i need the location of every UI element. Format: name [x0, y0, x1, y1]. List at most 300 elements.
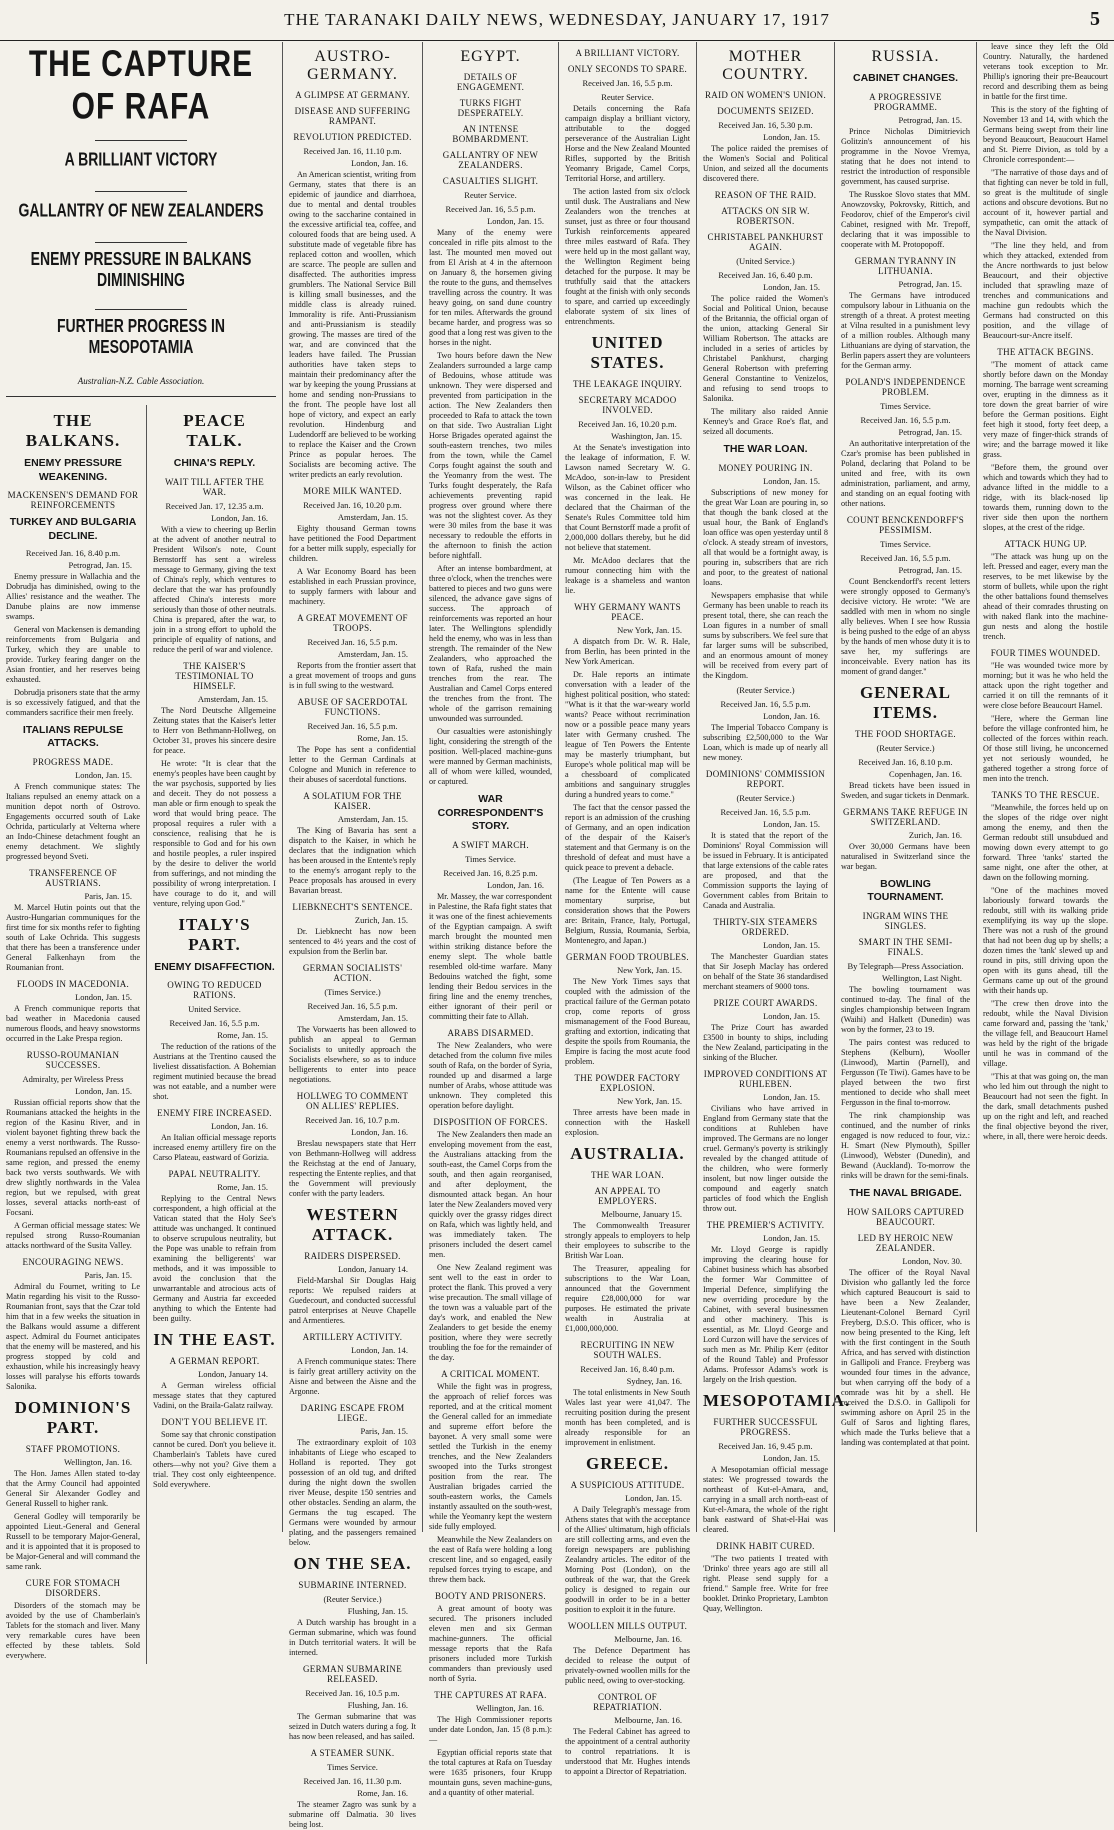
paragraph: Dobrudja prisoners state that the army is so excessively fatigued, and that the commanders sacrifice their men freely.	[6, 687, 140, 717]
place-line: Rome, Jan. 15.	[217, 1182, 268, 1193]
subhead: TURKS FIGHT DESPERATELY.	[457, 98, 524, 118]
paragraph: The High Commissioner reports under date London, Jan. 15 (8 p.m.):—	[429, 1714, 552, 1744]
dateline: Received Jan. 16, 8.40 p.m.	[580, 1364, 675, 1374]
paragraph: The New York Times says that coupled with the admission of the practical failure of the German potato crop, come reports of gross mismanagement of the Food Bureau, grafting and extortion, indicating that despite the spoils from Roumania, the Empire is facing the most acute food problem.	[565, 977, 690, 1066]
dateline: (Reuter Service.)	[736, 684, 795, 695]
column-victory	[558, 42, 696, 1776]
place-line: Zurich, Jan. 15.	[354, 915, 408, 925]
subhead: CABINET CHANGES.	[852, 72, 958, 84]
subhead: A GERMAN REPORT.	[169, 1356, 260, 1367]
paragraph: "He was wounded twice more by morning; but it was he who held the attack upon the right together and carried it on till the remnants of it were close before Beaucourt Hamel.	[983, 661, 1108, 710]
dateline: Times Service.	[327, 1762, 378, 1772]
divider	[95, 140, 187, 141]
section-title: FLOODS IN MACEDONIA.	[16, 978, 130, 989]
place-line: Zurich, Jan. 16.	[908, 829, 962, 840]
dateline: United Service.	[188, 1004, 241, 1015]
subhead: FURTHER SUCCESSFUL PROGRESS.	[713, 1416, 818, 1437]
advert-text: Disorders of the stomach may be avoided by the use of Chamberlain's Tablets for the stomach and liver. Many very remarkable cures have been effected by these tablets. Sold everywhere.	[6, 1600, 140, 1660]
paragraph: The steamer Zagro was sunk by a submarine off Dalmatia. 30 lives being lost.	[289, 1800, 416, 1829]
paragraph: Newspapers emphasise that while Germany has been unable to reach its present total, there, she can reach the Loan figures in a number of small sums by subscribers. We feel sure that far larger sums will be subscribed, and an enormous amount of money will be received from every part of the Kingdom.	[703, 590, 828, 680]
paragraph: The pairs contest was reduced to Stephens (Kelburn), Wooller (Linwood), Martin (Parnell), and Fergusson (Te Tiwi). Games have to be played between the two first mentioned to decide who shall meet Fergusson in the final to-morrow.	[841, 1037, 970, 1107]
paragraph: "Before them, the ground over which and towards which they had to advance lifted in the middle to a ridge, with its black-nosed lip towards them, running down to the river side then upon the northern slopes, at the crest of the ridge.	[983, 463, 1108, 532]
place-line: Rome, Jan. 16.	[357, 1788, 408, 1798]
subhead: DETAILS OF ENGAGEMENT.	[456, 72, 525, 92]
place-line: London, Jan. 15.	[763, 1452, 820, 1463]
deck-enemy-pressure: ENEMY PRESSURE IN BALKANS DIMINISHING	[30, 248, 252, 290]
place-line: Amsterdam, Jan. 15.	[337, 1013, 408, 1023]
section-title: THE ATTACK BEGINS.	[997, 347, 1094, 357]
section-title: IN THE EAST.	[153, 1330, 276, 1350]
subhead: DOCUMENTS SEIZED.	[717, 106, 814, 116]
place-line: New York, Jan. 15.	[617, 1096, 682, 1106]
section-title: ENCOURAGING NEWS.	[22, 1256, 124, 1267]
paragraph: The New Zealanders, who were detached from the column five miles south of Rafa, on the border of Syria, rounded up and disarmed a large number of Arabs, whose attitude was unknown. They completed this operation before daylight.	[429, 1040, 552, 1110]
section-title: A GREAT MOVEMENT OF TROOPS.	[297, 613, 408, 633]
subhead: A SUSPICIOUS ATTITUDE.	[570, 1480, 685, 1490]
paragraph: The officer of the Royal Naval Division who gallantly led the force which captured Beaucourt is said to have been a New Zealander, Lieutenant-Colonel Bernard Cyril Freyberg, D.S.O. This officer, who is now being presented to the King, left with the first contingent in the South Africa, and has served with distinction in Gallipoli and France. Freyberg was wounded four times in the advance, but when carrying off the body of a comrade was hit by a shell. He received the D.S.O. in Gallipoli for swimming ashore on April 25 in the Gulf of Saros and lighting flares, which made the Turks believe that a landing was contemplated at that point.	[841, 1267, 970, 1447]
paragraph: The police raided the Women's Social and Political Union, because of the Britannia, the official organ of the union, attacking General Sir William Robertson. The attacks are included in a series of articles by Christabel Pankhurst, charging General Robertson with preferring General Constantine to Venizelos, and refusing to send troops to Salonika.	[703, 294, 828, 403]
lead-split	[6, 405, 276, 1664]
section-title: GERMAN FOOD TROUBLES.	[566, 952, 689, 962]
place-line: London, Jan. 16.	[351, 1127, 408, 1137]
section-title: ARTILLERY ACTIVITY.	[302, 1332, 403, 1342]
deck-brilliant-victory: A BRILLIANT VICTORY	[64, 148, 218, 170]
section-title: THIRTY-SIX STEAMERS ORDERED.	[713, 916, 818, 937]
paragraph: The military also raided Annie Kenney's and Grace Roe's flat, and seized all documents.	[703, 407, 828, 436]
advert-title: DON'T YOU BELIEVE IT.	[161, 1417, 268, 1428]
paragraph: The reduction of the rations of the Austrians at the Trentino caused the liveliest dissatisfaction. A Bohemian regiment mutinied because the bread was not eatable, and a number were shot.	[153, 1042, 276, 1102]
divider	[95, 242, 187, 243]
section-title: TRANSFERENCE OF AUSTRIANS.	[29, 867, 117, 888]
subhead: CHRISTABEL PANKHURST AGAIN.	[707, 232, 824, 252]
subhead: ENEMY PRESSURE WEAKENING.	[24, 457, 122, 483]
divider	[95, 309, 187, 310]
section-title: THE KAISER'S TESTIMONIAL TO HIMSELF.	[175, 660, 254, 691]
section-title: ARABS DISARMED.	[447, 1027, 534, 1038]
place-line: London, Jan. 16.	[211, 512, 268, 523]
subhead: STAFF PROMOTIONS.	[25, 1443, 121, 1454]
paragraph: With a view to cheering up Berlin at the advent of another neutral to President Wilson's note, Count Bernstorff has sent a wireless message to Germany, giving the text of China's reply, which ventures to declare that the war has profoundly affected China's interests more seriously than those of other neutrals. China is prepared, after the war, to join in a strong effort to uphold the principle of equality of nations, and reduce the peril of war and violence.	[153, 524, 276, 654]
paragraph: Field-Marshal Sir Douglas Haig reports: We repulsed raiders at Guedecourt, and conducted successful patrol enterprises at Neuve Chapelle and Armentieres.	[289, 1276, 416, 1325]
dateline: (Reuter Service.)	[736, 792, 795, 803]
dateline: Admiralty, per Wireless Press	[22, 1073, 124, 1084]
paragraph: The rink championship was continued, and the number of rinks engaged is now reduced to four, viz.: H. Smart (New Plymouth), Spiller (Linwood), Webster (Dunedin), and Bewand (Auckland). To-morrow the rinks will be drawn for the semi-finals.	[841, 1110, 970, 1180]
paragraph: A French communique states: There is fairly great artillery activity on the Aisne and between the Aisne and the Argonne.	[289, 1357, 416, 1396]
paragraph: "The narrative of those days and of that fighting can never be told in full, so great is the multitude of single actions and obscure devotions. But no account of it, however partial and sympathetic, can omit the attack of the Naval Division.	[983, 168, 1108, 237]
section-title: WOOLLEN MILLS OUTPUT.	[567, 1621, 688, 1631]
dateline: Received Jan. 16, 6.40 p.m.	[718, 270, 813, 280]
dateline: Times Service.	[465, 853, 516, 864]
paragraph: Egyptian official reports state that the total captures at Rafa on Tuesday were 1635 prisoners, four Krupp mountain guns, seven machine-guns, and a quantity of other material.	[429, 1747, 552, 1797]
place-line: Copenhagen, Jan. 16.	[889, 768, 962, 779]
section-title: UNITED STATES.	[590, 333, 665, 372]
section-title: WESTERN ATTACK.	[306, 1205, 399, 1244]
paragraph: Details concerning the Rafa campaign display a brilliant victory, attributable to the dogged perseverance of the Australian Light Horse and the New Zealand Mounted Rifles, supported by the British Yeomanry Brigade, Camel Corps, Territorial Horse, and artillery.	[565, 104, 690, 183]
place-line: New York, Jan. 15.	[617, 625, 682, 635]
subhead: THE LEAKAGE INQUIRY.	[572, 379, 683, 389]
place-line: London, January 14.	[338, 1264, 408, 1274]
place-line: Amsterdam, Jan. 15.	[337, 814, 408, 824]
paragraph: "The attack was hung up on the left. Pressed and eager, every man the reserves, to be met likewise by the storm of bullets, while upon the right the other battalions found themselves ahead of their comrades thrusting on with naked flank into the machine-gun nests and along the hostile trench.	[983, 552, 1108, 641]
column-mother-country	[696, 42, 851, 1613]
section-title: GERMAN SOCIALISTS' ACTION.	[302, 963, 403, 983]
subhead: A GLIMPSE AT GERMANY.	[295, 90, 410, 100]
dateline: Received Jan. 16, 10.20 p.m.	[303, 500, 402, 510]
paragraph: Meanwhile the New Zealanders on the east of Rafa were holding a long crescent line, and so engaged, easily repulsed forces trying to escape, and threw them back.	[429, 1534, 552, 1584]
dateline: Received Jan. 16, 8.25 p.m.	[443, 867, 538, 878]
dateline: Received Jan. 16, 5.5 p.m.	[860, 414, 951, 425]
paragraph: After an intense bombardment, at three o'clock, when the trenches were battered to pieces and two guns were silenced, the advance gave signs of success. The approach of reinforcements was reported an hour later. The Wellingtons splendidly held the enemy, who was in less than strength. The remainder of the New Zealanders, who approached the town of Rafa, rushed the main trenches from the rear. The Australian and Camel Corps entered the trenches from the front. The whole of the garrison remaining unwounded was surrounded.	[429, 564, 552, 723]
paragraph: An authoritative interpretation of the Czar's promise has been published in Poland, declaring that Poland to be united and free, with its own administration, parliament, and army, and standing on an equal footing with other nations.	[841, 438, 970, 508]
dateline: Received Jan. 17, 12.35 a.m.	[165, 500, 264, 511]
advert-text: Some say that chronic constipation cannot be cured. Don't you believe it. Chamberlain's Tablets have cured others—why not you? Give them a trial. They cost only eighteenpence. Sold everywhere.	[153, 1430, 276, 1490]
place-line: London, Jan. 16.	[351, 158, 408, 168]
dateline: Times Service.	[880, 538, 931, 549]
subhead: RAID ON WOMEN'S UNION.	[704, 90, 827, 100]
dateline: Received Jan. 16, 8.10 p.m.	[858, 756, 953, 767]
subhead: RAIDERS DISPERSED.	[304, 1251, 401, 1261]
place-line: Wellington, Jan. 16.	[63, 1456, 132, 1467]
dateline: Received Jan. 16, 5.5 p.m.	[720, 806, 811, 817]
dateline: (United Service.)	[736, 256, 795, 266]
paragraph: A German official message states: We repulsed strong Russo-Roumanian attacks northward of the Susita Valley.	[6, 1220, 140, 1250]
place-line: Melbourne, Jan. 16.	[614, 1715, 682, 1725]
paragraph: A great amount of booty was secured. The prisoners included eleven men and six German machine-gunners. The official message reports that the Rafa prisoners included more Turkish commanders than previously used north of Syria.	[429, 1603, 552, 1683]
paragraph: "The moment of attack came shortly before dawn on the Monday morning. The barrage went screaming over, erupting in the dimness as it tore down the great barrier of wire before the German positions. Eight feet high it stood, forty feet deep, a very maze of finger-thick strands of wire; and the barrage mowed it like grass.	[983, 360, 1108, 459]
paragraph: General von Mackensen is demanding reinforcements from Bulgaria and Turkey, which they are unable to provide. Turkey fearing danger on the Asian frontier, and her reserves being exhausted.	[6, 624, 140, 684]
paragraph: The Imperial Tobacco Company is subscribing £2,500,000 to the War Loan, which is made up of nearly all new money.	[703, 722, 828, 762]
paragraph: Admiral du Fournet, writing to Le Matin regarding his visit to the Russo-Roumanian front, says that the Czar told him that in a few weeks the situation in the Balkans would assume a different aspect. Admiral du Fournet anticipates that the enemy will be mastered, and his progress stopped by cold and exhaustion, while his increasingly heavy losses will paralyse his efforts towards Salonika.	[6, 1281, 140, 1391]
section-title: TANKS TO THE RESCUE.	[991, 790, 1100, 800]
paragraph: Civilians who have arrived in England from Germany state that the conditions at Ruhleben have improved. The Germans are no longer cruel. Germany's poverty is strikingly revealed by the changed attitude of the children, who were formerly insolent, but now linger outside the compound and eagerly snatch particles of food which the English throw out.	[703, 1103, 828, 1213]
column-egypt	[422, 42, 558, 1797]
place-line: London, Jan. 15.	[763, 282, 820, 292]
paragraph: The Commonwealth Treasurer strongly appeals to employers to help their employees to subscribe to the British War Loan.	[565, 1221, 690, 1260]
paragraph: Bread tickets have been issued in Sweden, and sugar tickets in Denmark.	[841, 780, 970, 800]
place-line: London, Jan. 15.	[625, 1493, 682, 1503]
paragraph: "This at that was going on, the man who led him out through the night to Beaucourt had not seen the fight. In the dark, small detachments pushed up on the right and left, and reached the final objective beyond the river, where, in all, there were heroic deeds.	[983, 1072, 1108, 1141]
dateline: Received Jan. 16, 11.10 p.m.	[303, 146, 402, 156]
section-title: COUNT BENCKENDORFF'S PESSIMISM.	[846, 514, 965, 535]
paragraph: Russian official reports show that the Roumanians attacked the heights in the region of the Kasinu River, and in violent bayonet fighting threw back the enemy a verst northwards. The Russo-Roumanians repulsed an offensive in the same region, and pressed the enemy back two versts southwards. We with drew slightly northwards in the Valea region, but we repulsed, with great losses, several attacks north-east of Focsani.	[6, 1097, 140, 1217]
paragraph: The police raided the premises of the Women's Social and Political Union, and seized all the documents discovered there.	[703, 144, 828, 183]
dateline: (Reuter Service.)	[323, 1594, 382, 1604]
subhead: TURKEY AND BULGARIA DECLINE.	[9, 516, 137, 542]
column-naval-continued	[976, 42, 1114, 1532]
place-line: Wellington, Jan. 16.	[475, 1702, 544, 1713]
section-title: A SOLATIUM FOR THE KAISER.	[303, 791, 402, 811]
place-line: Sydney, Jan. 16.	[626, 1376, 682, 1386]
section-title: THE CAPTURES AT RAFA.	[434, 1689, 547, 1700]
place-line: Flushing, Jan. 15.	[347, 1606, 408, 1616]
paragraph: The fact that the censor passed the report is an admission of the crushing of Germany, and an open indication of the despair of the Kaiser's statement and that Germany is on the threshold of defeat and must have a quick peace to prevent a debacle.	[565, 803, 690, 872]
subhead: DISEASE AND SUFFERING RAMPANT.	[294, 106, 411, 126]
place-line: Petrograd, Jan. 15.	[898, 564, 962, 575]
section-title: WAR CORRESPONDENT'S STORY.	[437, 793, 544, 833]
subhead: ATTACKS ON SIR W. ROBERTSON.	[721, 206, 810, 226]
place-line: London, Nov. 30.	[902, 1255, 962, 1266]
dateline: Received Jan. 16, 5.5 p.m.	[720, 698, 811, 709]
place-line: Paris, Jan. 15.	[360, 1426, 408, 1436]
place-line: Rome, Jan. 15.	[357, 733, 408, 743]
place-line: London, Jan. 15.	[75, 1085, 132, 1096]
place-line: Amsterdam, Jan. 15.	[337, 512, 408, 522]
place-line: London, Jan. 14.	[351, 1345, 408, 1355]
section-title: THE BALKANS.	[25, 411, 121, 450]
lead-headline: THE CAPTURE OF RAFA	[28, 43, 254, 128]
subhead: OWING TO REDUCED RATIONS.	[167, 980, 262, 1001]
section-title: MESOPOTAMIA.	[703, 1390, 851, 1410]
paragraph: The total enlistments in New South Wales last year were 41,047. The recruiting position during the present month has been completed, and is already responsible for an improvement in enlistment.	[565, 1388, 690, 1447]
paragraph: The German submarine that was seized in Dutch waters during a fog. It has now been released, and has sailed.	[289, 1712, 416, 1741]
section-title: LIEBKNECHT'S SENTENCE.	[292, 902, 413, 912]
place-line: London, Jan. 15.	[763, 1232, 820, 1243]
place-line: London, Jan. 16.	[211, 1121, 268, 1132]
paragraph: M. Marcel Hutin points out that the Austro-Hungarian communiques for the first time for six months refer to fighting south of Lake Ochrida. This suggests that there has been a transference under General Falkenhayn from the Roumanian front.	[6, 902, 140, 972]
paragraph: It is stated that the report of the Dominions' Royal Commission will be issued in February. It is anticipated that large extensions of the cable rates are proposed, and that the Commission supports the laying of Government cables from Britain to Canada and Australia.	[703, 830, 828, 910]
place-line: Petrograd, Jan. 15.	[68, 559, 132, 570]
paragraph: The action lasted from six o'clock until dusk. The Australians and New Zealanders won the trenches at sunset, just as three or four thousand Turkish reinforcements appeared three miles eastward of Rafa. They were held up in the most gallant way, the Wellington Regiment being detached for the purpose. It may be truthfully said that the attackers fought at the finish with only seconds to spare, and carried up exceedingly elaborate system of six lines of entrenchments.	[565, 187, 690, 326]
paragraph: A Mesopotamian official message states: We progressed towards the northeast of Kut-el-Amara, and, carrying in a small arch north-east of Kut-el-Amara, the whole of the right bank eastward of Shat-el-Hai was cleared.	[703, 1464, 828, 1534]
paragraph: "Meanwhile, the forces held up on the slopes of the ridge over night among the enemy, and then the German redoubt still unsubdued and mowing down every attempt to go forward. Three 'tanks' started the same night, one after the other, at dawn on the following morning.	[983, 803, 1108, 882]
paragraph: While the fight was in progress, the approach of relief forces was reported, and at the critical moment the General called for an immediate and supreme effort before the bayonet. A very small some were settled the Turkish in the enemy trenches, and the New Zealanders swooped into the Turks strongest position from the rear. The Australian brigades carried the south-eastern works, the Camels instantly assaulted on the south-west, while the Yeomanry kept the western side fully employed.	[429, 1381, 552, 1531]
paragraph: (The League of Ten Powers as a name for the Entente will cause momentary surprise, but consideration shows that the Powers are: Britain, France, Italy, Portugal, Belgium, Russia, Roumania, Serbia, Montenegro, and Japan.)	[565, 876, 690, 945]
cable-credit: Australian-N.Z. Cable Association.	[77, 376, 205, 386]
place-line: Washington, Jan. 15.	[611, 431, 682, 441]
subhead: A PROGRESSIVE PROGRAMME.	[869, 91, 942, 112]
paragraph: The King of Bavaria has sent a dispatch to the Kaiser, in which he declares that the indignation which has been aroused in the Entente's reply to the enemy's arrogant reply to the Peace proposals has aroused in every Bavarian breast.	[289, 826, 416, 895]
section-title: ITALY'S PART.	[178, 914, 251, 954]
place-line: London, Jan. 15.	[763, 939, 820, 950]
subhead: GALLANTRY OF NEW ZEALANDERS.	[442, 150, 539, 170]
dateline: Received Jan. 16, 5.5 p.m.	[582, 78, 673, 88]
section-title: GREECE.	[585, 1454, 670, 1473]
section-title: REASON OF THE RAID.	[714, 190, 817, 200]
paragraph: An American scientist, writing from Germany, states that there is an epidemic of jaundice and diarrhoea, due to mental and dental troubles owing to the saccharine contained in the excessive artificial tea, coffee, and coloured foods that are being used. A substitute made of vegetable fibre has replaced cotton and woollen, which are scarce. The people are sullen and disaffected. The authorities impress grumblers. The National Service Bill is killing small businesses, and the middle class is already ruined. Immorality is rife. Anti-Prussianism and anti-Prussianism is steadily growing. The masses are tired of the war, and are convinced that the leaders have failed. The Prussian authorities have taken steps to maintain their predominancy after the war by keeping the young Prussians at home and sending non-Prussians to the front. The people have lost all hope of victory, and expect an early revolution. Hindenburg and Ludendorff are believed to be working to replace the Kaiser and the Crown Prince as popular heroes. The Socialists are becoming active. The writer predicts an early revolution.	[289, 170, 416, 479]
subhead: PROGRESS MADE.	[32, 756, 114, 767]
section-title: GERMANS TAKE REFUGE IN SWITZERLAND.	[843, 806, 968, 827]
paragraph: An Italian official message reports increased enemy artillery fire on the Carso Plateau, eastward of Gorizia.	[153, 1133, 276, 1163]
place-line: Rome, Jan. 15.	[217, 1030, 268, 1041]
subhead: SMART IN THE SEMI-FINALS.	[858, 936, 953, 957]
paragraph: A German wireless official message states that they captured Vadini, on the Braila-Galatz railway.	[153, 1381, 276, 1411]
paragraph: Many of the enemy were concealed in rifle pits almost to the last. The mounted men moved out from El Arish at 4 in the afternoon on January 8, the horsemen giving the route to the guns, and themselves travelling across the country. It was heavy going, on sand dune country for ten miles. Afterwards the ground became harder, and progress was so good that a long rest was given to the horses in the night.	[429, 228, 552, 347]
paragraph: Reports from the frontier assert that a great movement of troops and guns is in full swing to the westward.	[289, 661, 416, 690]
paragraph: Mr. McAdoo declares that the rumour connecting him with the leakage is a shameless and wanton lie.	[565, 556, 690, 595]
dateline: Received Jan. 16, 5.5 p.m.	[169, 1018, 260, 1029]
paragraph: A dispatch from Dr. W. R. Hale, from Berlin, has been printed in the New York American.	[565, 637, 690, 666]
subhead: ONLY SECONDS TO SPARE.	[567, 64, 688, 74]
dateline: Received Jan. 16, 5.30 p.m.	[718, 120, 813, 130]
paragraph: Subscriptions of new money for the great War Loan are pouring in, so that though the bank closed at the usual hour, the Bank of England's loan office was open yesterday until 8 o'clock. A steady stream of investors, all that would be a fortnight away, is pouring in, subscribers that are rich and poor, to the greatest of national loans.	[703, 487, 828, 587]
section-title: RUSSIA.	[871, 48, 940, 65]
place-line: Melbourne, Jan. 16.	[614, 1634, 682, 1644]
paragraph: Enemy pressure in Wallachia and the Dobrudja has diminished, owing to the Allies' resistance and the weather. The Danube plains are now immense swamps.	[6, 571, 140, 621]
paragraph: A Daily Telegraph's message from Athens states that with the acceptance of the Allies' ultimatum, high officials are still collecting arms, and even the foreign newspapers are publishing Zealandry articles. The editor of the Morning Post (London), on the outbreak of the war, that the Greek policy is designed to regain our goodwill in order to be in a better position to exploit it in the future.	[565, 1505, 690, 1614]
section-title: DOMINION'S PART.	[14, 1397, 132, 1437]
dateline: Received Jan. 16, 5.5 p.m.	[860, 552, 951, 563]
advert-text: "The two patients I treated with 'Drinko' three years ago are still all right. Please send supply for a friend." Sample free. Write for free booklet. Drinko Proprietary, Lambton Quay, Wellington.	[703, 1553, 828, 1613]
place-line: Amsterdam, Jan. 15.	[337, 649, 408, 659]
section-title: BOWLING TOURNAMENT.	[867, 877, 944, 904]
section-title: DISPOSITION OF FORCES.	[433, 1116, 548, 1127]
place-line: Amsterdam, Jan. 15.	[197, 693, 268, 704]
section-title: DOMINIONS' COMMISSION REPORT.	[705, 768, 826, 789]
section-title: THE POWDER FACTORY EXPLOSION.	[574, 1073, 681, 1093]
paragraph: "Here, where the German line before the village confronted him, he collected of the forces within reach. Of those still living, he unconcerned yet not seriously wounded, he gathered together a strong force of men into the trench.	[983, 714, 1108, 783]
dateline: Reuter Service.	[601, 92, 654, 102]
paragraph: The Hon. James Allen stated to-day that the Army Council had appointed General Sir Alexander Godley and General Russell to higher rank.	[6, 1468, 140, 1508]
paragraph: General Godley will temporarily be appointed Lieut.-General and General Russell to be temporary Major-General, and it is appointed that it is proposed to be Major-General and will command the same rank.	[6, 1511, 140, 1571]
paragraph: Mr. Lloyd George is rapidly improving the clearing house for Cabinet business which has absorbed the former War Committee of Imperial Defence, simplifying the new overriding procedure by the Cabinet, with several businessmen and other machinery. This is essential, as Mr. Lloyd George and Lord Curzon will have the services of such men as Mr. Philip Kerr (editor of the Round Table) and Professor Adams. Professor Adams's work is largely on the Irish question.	[703, 1244, 828, 1384]
paragraph: Three arrests have been made in connection with the Haskell explosion.	[565, 1108, 690, 1137]
section-title: THE PREMIER'S ACTIVITY.	[706, 1219, 825, 1230]
section-title: HOLLWEG TO COMMENT ON ALLIES' REPLIES.	[296, 1091, 409, 1111]
masthead	[0, 0, 1114, 41]
paragraph: A French communique states: The Italians repulsed an enemy attack on a munition depot north of Ostrovo. Engagements occurred south of Lake Ochrida, particularly at Velterna where an Indo-Chinese detachment fought an enemy detachment. We slightly progressed beyond Sveti.	[6, 781, 140, 861]
dateline: By Telegraph—Press Association.	[847, 960, 964, 971]
paragraph: The extraordinary exploit of 103 inhabitants of Liege who escaped to Holland is reported. They got possession of an old tug, and drifted during the night down the swollen river Meuse, despite 150 sentries and other obstacles. Sending an alarm, the Germans the tug escaped. The Germans were wounded by armour plating, and the passengers remained below.	[289, 1438, 416, 1547]
place-line: London, Jan. 15.	[763, 1091, 820, 1102]
advert-title: CURE FOR STOMACH DISORDERS.	[25, 1577, 121, 1598]
subhead: INGRAM WINS THE SINGLES.	[862, 910, 949, 931]
paragraph: The Germans have introduced compulsory labour in Lithuania on the strength of a threat. A protest meeting at Vilna resulted in a punishment levy of a million roubles. Although many Lithuanians are dying of starvation, the Berlin papers assert they are volunteers for the German army.	[841, 290, 970, 370]
place-line: Melbourne, January 15.	[601, 1209, 682, 1219]
lead-left-subcolumn	[6, 405, 146, 1664]
paragraph: A War Economy Board has been established in each Prussian province, to supply farmers with labour and machinery.	[289, 567, 416, 606]
masthead-title: THE TARANAKI DAILY NEWS, WEDNESDAY, JANUARY 17, 1917	[284, 10, 830, 29]
section-title: ATTACK HUNG UP.	[1004, 539, 1087, 549]
paragraph: This is the story of the fighting of November 13 and 14, with which the Germans being swept from their line beyond Beaucourt, Beaucourt Hamel and St. Pierre Divion, as told by a Chronicle correspondent:—	[983, 105, 1108, 164]
subhead: AN APPEAL TO EMPLOYERS.	[594, 1186, 661, 1206]
divider	[95, 191, 187, 192]
section-title: A BRILLIANT VICTORY.	[575, 48, 680, 58]
section-title: GERMAN SUBMARINE RELEASED.	[302, 1664, 403, 1684]
paragraph: The Manchester Guardian states that Sir Joseph Maclay has ordered on behalf of the State 36 standardised merchant steamers of 9000 tons.	[703, 951, 828, 991]
paragraph: The Federal Cabinet has agreed to the appointment of a central authority to control repatriations. It is understood that Mr. Hughes intends to appoint a Director of Repatriation.	[565, 1727, 690, 1776]
paragraph: The Defence Department has decided to release the output of privately-owned woollen mills for the public need, owing to over-stocking.	[565, 1646, 690, 1685]
section-title: PEACE TALK.	[183, 411, 246, 450]
dateline: Times Service.	[880, 400, 931, 411]
place-line: London, Jan. 16.	[487, 879, 544, 890]
dateline: Received Jan. 16, 5.5 p.m.	[307, 721, 398, 731]
dateline: Received Jan. 16, 8.40 p.m.	[25, 547, 121, 558]
section-title: THE NAVAL BRIGADE.	[849, 1186, 962, 1199]
paragraph: Our casualties were astonishingly light, considering the strength of the position. Well-placed machine-guns were manned by German machinists, all of whom were killed, wounded, or captured.	[429, 727, 552, 786]
paragraph: The Russkoe Slovo states that MM. Anowzovsky, Pokrovsky, Rittich, and Feodorov, chief of the Emperor's civil Cabinet, resigned with Mr. Trepoff, declaring that it was impossible to cooperate with M. Protopopoff.	[841, 189, 970, 249]
section-title: POLAND'S INDEPENDENCE PROBLEM.	[845, 376, 966, 397]
dateline: Reuter Service.	[464, 190, 517, 200]
place-line: London, Jan. 15.	[763, 132, 820, 142]
subhead: HOW SAILORS CAPTURED BEAUCOURT.	[847, 1206, 964, 1227]
section-title: GENERAL ITEMS.	[859, 682, 952, 722]
place-line: New York, Jan. 15.	[617, 965, 682, 975]
place-line: London, Jan. 16.	[763, 710, 820, 721]
paragraph: Prince Nicholas Dimitrievich Golitzin's announcement of his programme in the Novoe Vremya, stating that he does not intend to restrict the introduction of responsible government, has caused surprise.	[841, 126, 970, 186]
place-line: London, Jan. 15.	[763, 818, 820, 829]
paragraph: The Nord Deutsche Allgemeine Zeitung states that the Kaiser's letter to Herr von Bethmann-Hollweg, on October 31, proves his sincere desire for peace.	[153, 705, 276, 755]
section-title: THE WAR LOAN.	[723, 443, 808, 455]
paragraph: Replying to the Central News correspondent, a high official at the Vatican stated that the Holy See's attitude was unchanged. It continued to observe scrupulous neutrality, but the Pope was unable to refrain from examining the belligerents' war methods, and it was impossible to avoid the conclusion that the unwarrantable and atrocious acts of Germany and Austria far exceeded anything to which the Entente had been guilty.	[153, 1194, 276, 1324]
section-title: A CRITICAL MOMENT.	[441, 1368, 540, 1379]
paragraph: He wrote: "It is clear that the enemy's peoples have been caught by the war psychosis, supported by lies and deceit. They do not possess a man able or firm enough to speak the word that would bring peace. The proposal requires a ruler with a conscience, realising that he is responsible to God and for his own and hostile peoples, a ruler inspired by the desire to deliver the world from sufferings, and not minding the possibility of wrong interpretation. I have courage to do it, and will venture, relying upon God."	[153, 758, 276, 908]
paragraph: A Dutch warship has brought in a German submarine, which was found in Dutch territorial waters. It will be interned.	[289, 1618, 416, 1657]
paragraph: The Treasurer, appealing for subscriptions to the War Loan, announced that the Government require £28,000,000 for war purposes. He estimated the private wealth in Australia at £1,000,000,000.	[565, 1264, 690, 1333]
lead-right-subcolumn	[146, 405, 276, 1664]
paragraph: Mr. Massey, the war correspondent in Palestine, the Rafa fight states that it was one of the finest achievements of the Egyptian campaign. A swift march brought the mounted men within striking distance before the enemy slept. The whole battle resembled old-time warfare. Many Bedouins watched the fight, some lending their Bedou services in the firing line and the enemy trenches, either ignorant of their peril or committing their fate to Allah.	[429, 891, 552, 1021]
subhead: CHINA'S REPLY.	[173, 457, 256, 469]
subhead: AN INTENSE BOMBARDMENT.	[452, 124, 529, 144]
place-line: Petrograd, Jan. 15.	[898, 278, 962, 289]
subhead: MONEY POURING IN.	[718, 462, 813, 473]
section-title: AUSTRALIA.	[570, 1144, 685, 1163]
dateline: Received Jan. 16, 5.5 p.m.	[445, 204, 536, 214]
subhead: WAIT TILL AFTER THE WAR.	[164, 476, 265, 497]
section-title: ON THE SEA.	[293, 1554, 412, 1573]
column-austro-germany	[282, 42, 422, 1829]
paragraph: At the Senate's investigation into the leakage of information, F. W. Lawson named Secretary W. G. McAdoo, son-in-law to President Wilson, as the Cabinet officer who was concerned in the leak. He declared that the Chairman of the Senate's Rules Committee told him that Count Bernstorff made a profit of 2,000,000 dollars thereby, but he did not believe that statement.	[565, 443, 690, 552]
subhead: LED BY HEROIC NEW ZEALANDER.	[857, 1232, 954, 1253]
dateline: Received Jan. 16, 10.20 p.m.	[578, 419, 677, 429]
place-line: London, Jan. 15.	[763, 1010, 820, 1021]
section-title: A STEAMER SUNK.	[310, 1748, 395, 1758]
section-title: AUSTRO-GERMANY.	[307, 48, 398, 83]
place-line: London, Jan. 15.	[763, 475, 820, 486]
place-line: Flushing, Jan. 16.	[347, 1700, 408, 1710]
paragraph: "The crew then drove into the redoubt, while the Naval Division came forward and, passing the 'tank,' the village fell, and Beaucourt Hamel was held by the right of the brigade until he was in command of the village.	[983, 999, 1108, 1068]
place-line: London, Jan. 15.	[75, 769, 132, 780]
section-title: GERMAN TYRANNY IN LITHUANIA.	[854, 255, 957, 276]
paragraph: Two hours before dawn the New Zealanders surrounded a large camp of Bedouins, whose attitude was unknown. They were dispersed and prevented from participation in the action. The New Zealanders then proceeded to Rafa to attack the town on that side. Two Australian Light Horse Brigades operated against the south-eastern trenches, two miles from the town, while the Camel Corps fought against the south and the Yeomanry from the west. The Turks fought desperately, the Rafa achievements preventing rapid progress over ground where there was not the slightest cover. As they were 30 miles from the base it was necessary to redouble the efforts in the afternoon to finish the action before nightfall.	[429, 351, 552, 560]
section-title: MOTHER COUNTRY.	[722, 48, 809, 83]
subhead: THE FOOD SHORTAGE.	[855, 728, 956, 739]
subhead: REVOLUTION PREDICTED.	[293, 132, 412, 142]
section-title: BOOTY AND PRISONERS.	[435, 1590, 546, 1601]
paragraph: Breslau newspapers state that Herr von Bethmann-Hollweg will address the Reichstag at the end of January, respecting the Entente replies, and that the Government will previously confer with the party leaders.	[289, 1139, 416, 1198]
section-title: ENEMY FIRE INCREASED.	[157, 1108, 272, 1119]
deck-mesopotamia: FURTHER PROGRESS IN MESOPOTAMIA	[56, 315, 225, 357]
place-line: Wellington, Last Night.	[881, 972, 962, 983]
subhead: ENEMY DISAFFECTION.	[154, 960, 275, 973]
section-title: MORE MILK WANTED.	[303, 486, 402, 496]
paragraph: leave since they left the Old Country. Naturally, the hardened veterans took exception to Mr. Phillip's ignoring their pre-Beaucourt record and describing them as being in battle for the first time.	[983, 42, 1108, 101]
subhead: SECRETARY MCADOO INVOLVED.	[578, 395, 677, 415]
section-title: PAPAL NEUTRALITY.	[168, 1169, 261, 1180]
place-line: London, January 14.	[198, 1369, 268, 1380]
deck-gallantry: GALLANTRY OF NEW ZEALANDERS	[18, 199, 264, 221]
section-title: PRIZE COURT AWARDS.	[713, 997, 818, 1008]
dateline: Received Jan. 16, 10.5 p.m.	[305, 1688, 400, 1698]
divider	[6, 396, 276, 397]
page-number: 5	[1090, 8, 1100, 30]
section-title: ABUSE OF SACERDOTAL FUNCTIONS.	[297, 697, 408, 717]
place-line: Paris, Jan. 15.	[84, 890, 132, 901]
place-line: Petrograd, Jan. 15.	[898, 426, 962, 437]
place-line: London, Jan. 15.	[487, 216, 544, 226]
place-line: London, Jan. 15.	[75, 991, 132, 1002]
place-line: Paris, Jan. 15.	[84, 1269, 132, 1280]
subhead: A SWIFT MARCH.	[452, 839, 529, 850]
paragraph: Over 30,000 Germans have been naturalised in Switzerland since the war began.	[841, 841, 970, 871]
paragraph: The Pope has sent a confidential letter to the German Cardinals at Cologne and Munich in reference to their abuses of sacerdotal functions.	[289, 745, 416, 784]
section-title: RUSSO-ROUMANIAN SUCCESSES.	[26, 1049, 120, 1070]
paragraph: One New Zealand regiment was sent well to the east in order to protect the flank. This proved a very wise precaution. The small village of the town was a valuable part of the day's work, and enabled the New Zealanders to get beside the enemy position, where they were secretly troubling the foe for the remainder of the day.	[429, 1262, 552, 1362]
paragraph: The bowling tournament was continued to-day. The final of the singles championship between Ingram (Waihi) and Halkett (Dunedin) was won by the former, 23 to 19.	[841, 984, 970, 1034]
section-title: CONTROL OF REPATRIATION.	[593, 1692, 662, 1712]
dateline: Received Jan. 16, 11.30 p.m.	[303, 1776, 402, 1786]
dateline: Received Jan. 16, 10.7 p.m.	[305, 1115, 400, 1125]
paragraph: Dr. Hale reports an intimate conversation with a leader of the highest political position, who stated: "What is it that the war-weary world wants? Peace without recrimination now or a possible peace many years later with Germany crushed. The league of Ten Powers the Entente may be masterly triumphant, but Europe's whole political map will be a chessboard of complicated ambitions and sanguinary struggles during a hundred years to come."	[565, 670, 690, 799]
